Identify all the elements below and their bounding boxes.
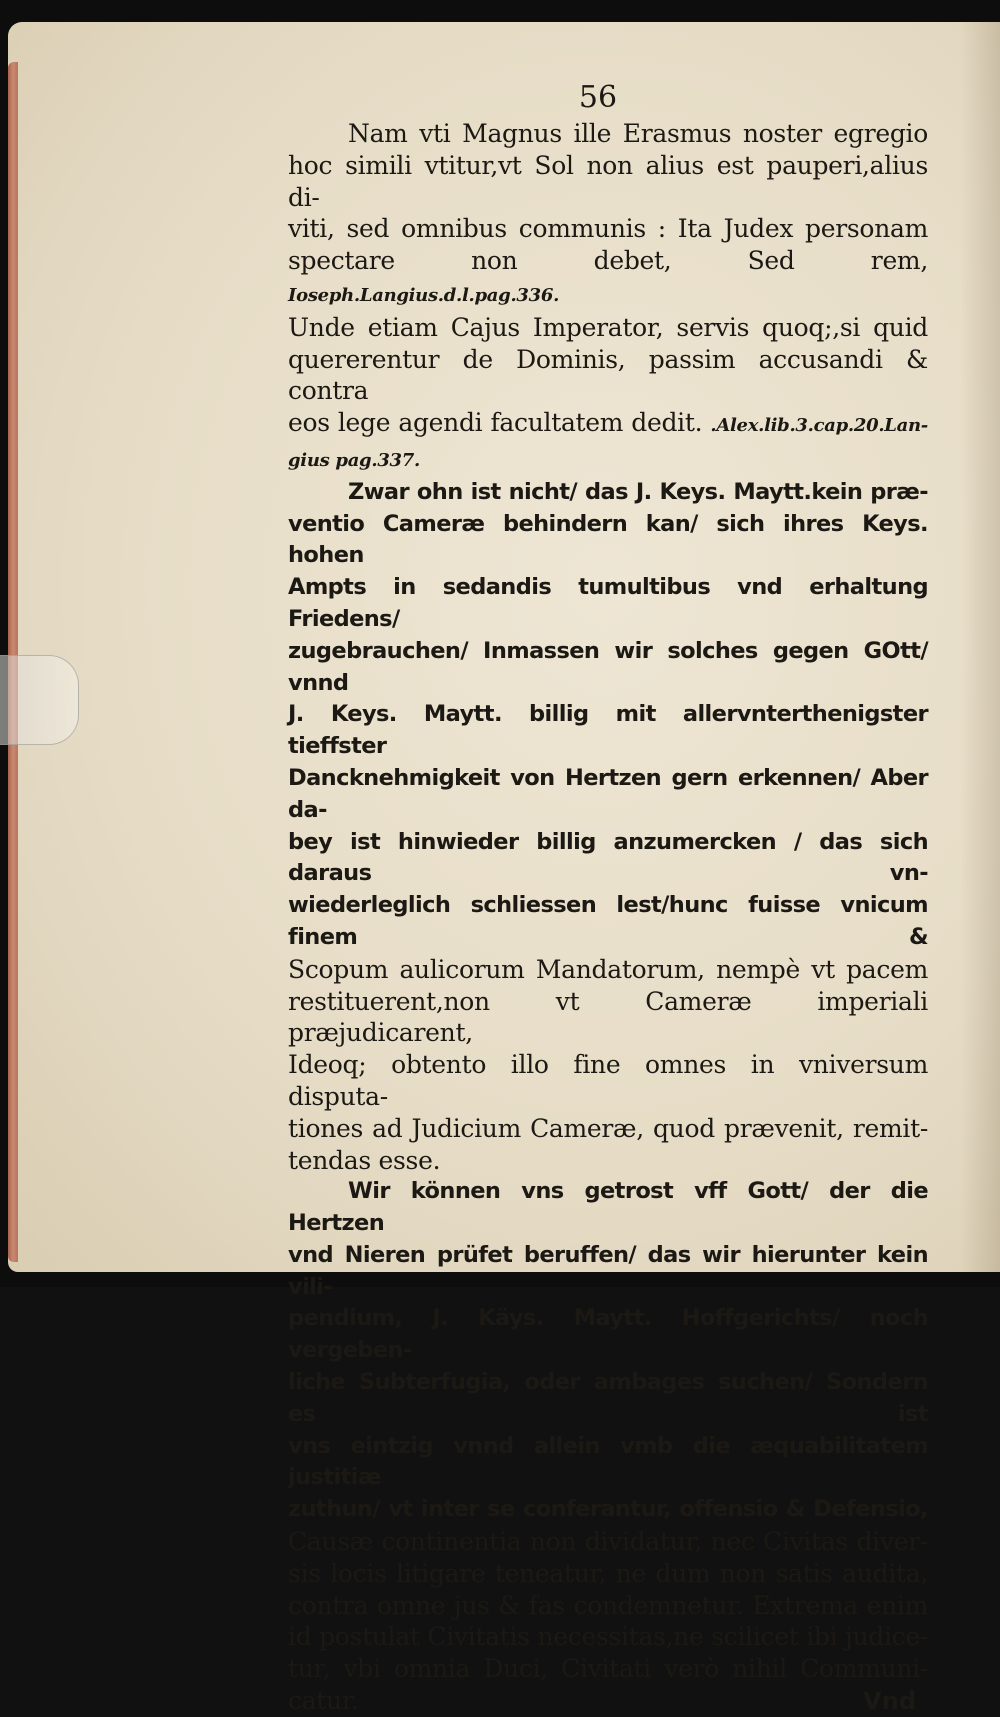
text-line [288, 636, 928, 700]
line-text: ventio Cameræ behindern kan/ sich ihres Keys. hohen [288, 510, 928, 569]
line-text: Ideoq; obtento illo fine omnes in vniversum disputa- [288, 1050, 928, 1111]
text-line [288, 986, 928, 1050]
text-line [288, 312, 928, 344]
text-line [288, 699, 928, 763]
line-text: sis locis litigare teneatur, ne dum non satis audita, [288, 1558, 928, 1588]
text-line [288, 1590, 928, 1622]
line-text: hoc simili vtitur,vt Sol non alius est pauperi,alius di- [288, 150, 928, 212]
line-text: Ampts in sedandis tumultibus vnd erhaltung Friedens/ [288, 574, 928, 632]
text-line [288, 118, 928, 150]
line-text: vns eintzig vnnd allein vmb die æquabilitatem justitiæ [288, 1432, 928, 1491]
line-text: tiones ad Judicium Cameræ, quod prævenit, remit- [288, 1113, 928, 1143]
text-line [288, 572, 928, 636]
text-line [288, 1176, 928, 1240]
page-number: 56 [578, 80, 618, 115]
text-line [288, 1653, 928, 1685]
line-text: zuthun/ vt inter se conferantur, offensio & Defensio, [288, 1496, 928, 1523]
text-line [288, 344, 928, 408]
line-text: catur. [288, 1686, 359, 1716]
line-text: contra omne jus & fas condemnetur. Extrema enim [288, 1590, 928, 1620]
text-line [288, 1240, 928, 1304]
line-text: bey ist hinwieder billig anzumercken / das sich daraus vn- [288, 828, 928, 887]
text-line [288, 245, 928, 312]
line-text: tur, vbi omnia Duci, Civitati verò nihil Communi- [288, 1654, 928, 1684]
line-text: id postulat Civitatis necessitas,ne scilicet ibi judice- [288, 1622, 928, 1652]
line-text: tendas esse. [288, 1145, 441, 1175]
page-text-block [288, 78, 928, 1715]
catchword: Vnd [863, 1686, 916, 1715]
line-text: J. Keys. Maytt. billig mit allervnterthenigster tieffster [288, 701, 928, 760]
text-line [288, 890, 928, 954]
text-line [288, 763, 928, 827]
text-line [288, 150, 928, 214]
text-line [288, 1494, 928, 1526]
line-text: restituerent,non vt Cameræ imperiali præjudicarent, [288, 986, 928, 1048]
line-text: spectare non debet, Sed rem, [288, 246, 928, 276]
text-line [288, 442, 928, 477]
text-line [288, 1113, 928, 1145]
text-line [288, 477, 928, 509]
text-line [288, 1367, 928, 1431]
text-line [288, 1431, 928, 1495]
line-text: liche Subterfugia, oder ambages suchen/ Sondern es ist [288, 1369, 928, 1427]
text-line [288, 1049, 928, 1113]
citation: Ioseph.Langius.d.l.pag.336. [288, 284, 560, 306]
line-text: vnd Nieren prüfet beruffen/ das wir hierunter kein vili- [288, 1241, 928, 1300]
line-text: zugebrauchen/ Inmassen wir solches gegen GOtt/ vnnd [288, 637, 928, 696]
text-line [288, 509, 928, 573]
line-text: quererentur de Dominis, passim accusandi & contra [288, 344, 928, 406]
line-text: pendium, J. Käys. Maytt. Hoffgerichts/ noch vergeben- [288, 1305, 928, 1364]
line-text: wiederleglich schliessen lest/hunc fuisse vnicum finem & [288, 892, 928, 950]
citation: gius pag.337. [288, 449, 420, 471]
text-line [288, 1303, 928, 1367]
citation: .Alex.lib.3.cap.20.Lan- [710, 415, 928, 437]
line-text: Causæ continentia non dividatur, nec Civitas diver- [288, 1527, 928, 1557]
line-text: viti, sed omnibus communis : Ita Judex personam [288, 214, 928, 244]
text-line [288, 213, 928, 245]
line-text: Scopum aulicorum Mandatorum, nempè vt pacem [288, 954, 928, 984]
text-line [288, 1145, 928, 1177]
gutter-shadow [960, 22, 1000, 1272]
line-text: eos lege agendi facultatem dedit. [288, 408, 703, 438]
paragraphs-container [288, 118, 928, 1717]
text-line [288, 407, 928, 442]
line-text: Dancknehmigkeit von Hertzen gern erkennen/ Aber da- [288, 764, 928, 823]
text-line [288, 954, 928, 986]
line-text: Zwar ohn ist nicht/ das J. Keys. Maytt.kein præ- [348, 478, 928, 505]
plastic-page-clip [0, 655, 79, 745]
text-line [288, 1621, 928, 1653]
line-text: Nam vti Magnus ille Erasmus noster egregio [348, 119, 928, 148]
line-text: Unde etiam Cajus Imperator, servis quoq;,si quid [288, 312, 928, 342]
text-line [288, 1526, 928, 1558]
text-line [288, 827, 928, 891]
text-line [288, 1558, 928, 1590]
line-text: Wir können vns getrost vff Gott/ der die Hertzen [288, 1178, 928, 1237]
